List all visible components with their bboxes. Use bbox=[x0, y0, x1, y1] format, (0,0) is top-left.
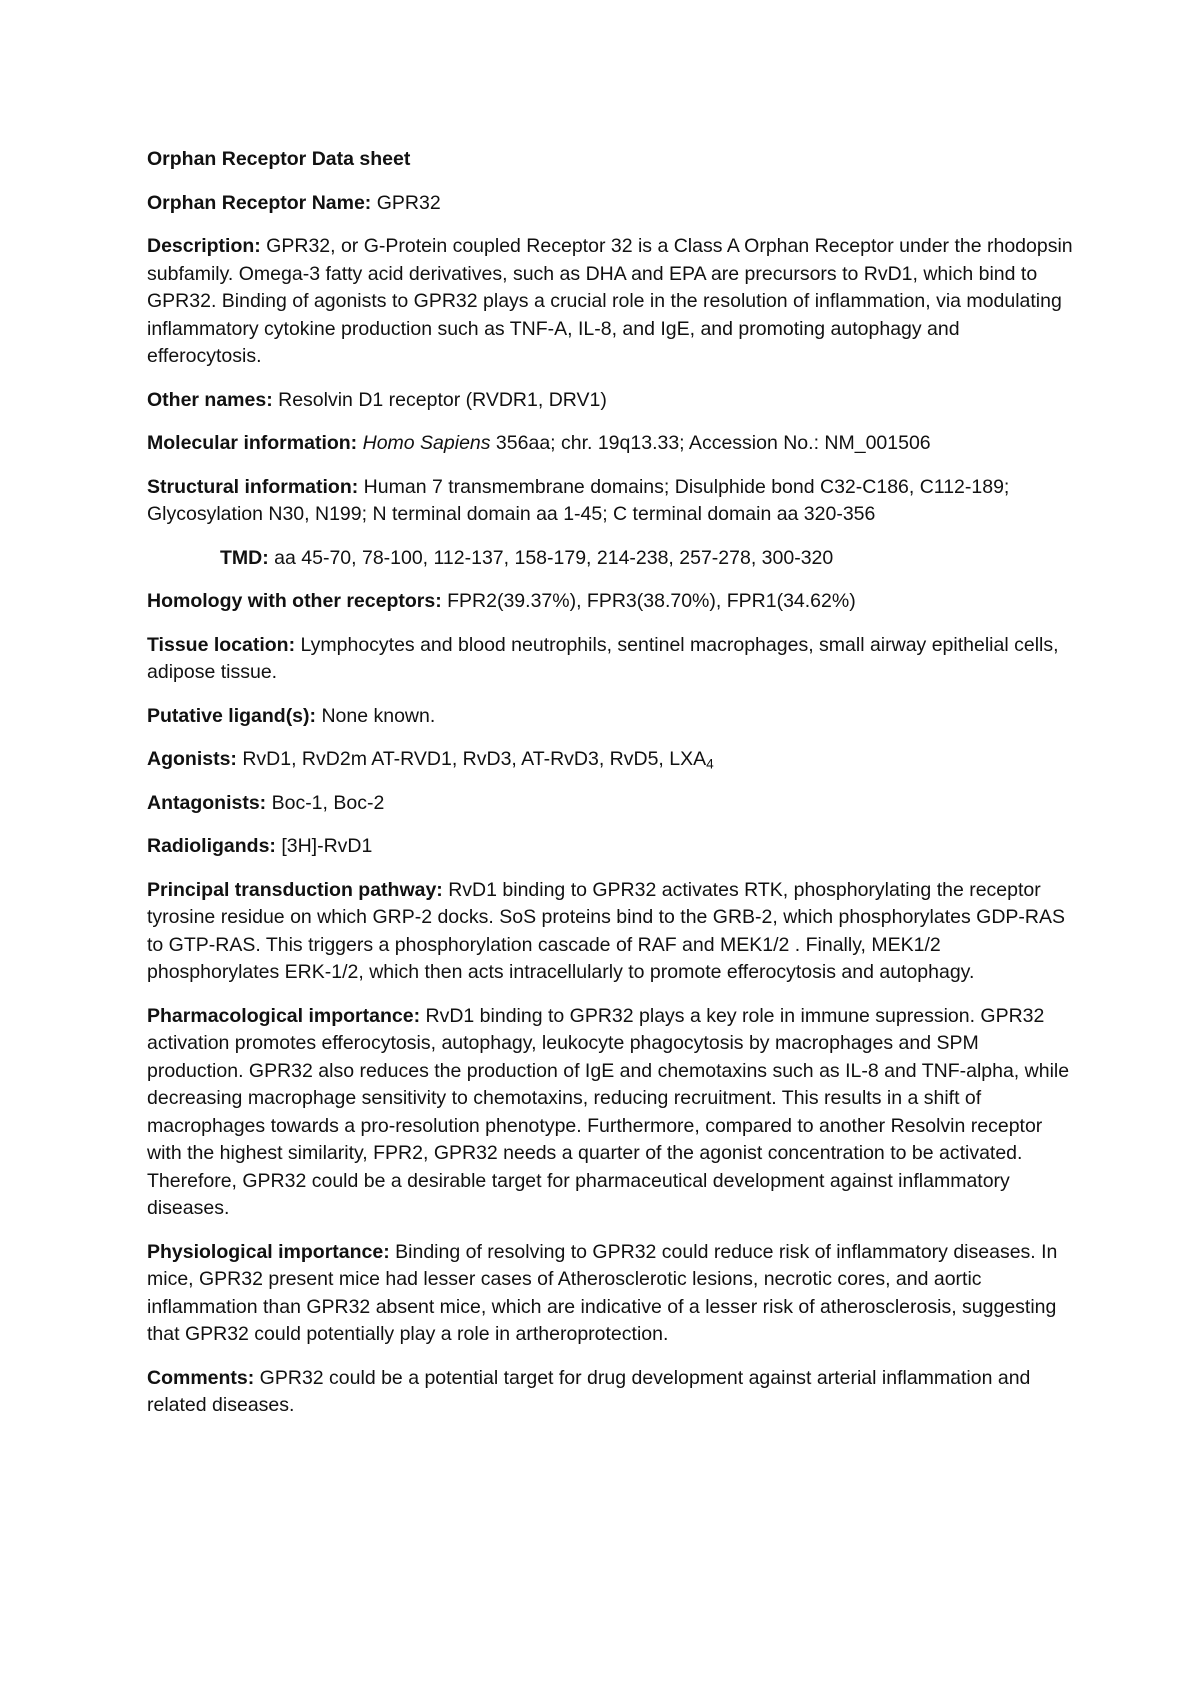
description-value: GPR32, or G-Protein coupled Receptor 32 is a Class A Orphan Receptor under the rhodopsin subfamily. Omega-3 fatty acid derivatives, such as DHA and EPA are precursors to RvD1, which bind to GPR32. Binding of agonists to GPR32 plays a crucial role in the resolution of inflammation, via modulating inflammatory cytokine production such as TNF-A, IL-8, and IgE, and promoting autophagy and efferocytosis. bbox=[147, 235, 1073, 367]
radioligands-value: [3H]-RvD1 bbox=[275, 835, 373, 857]
transduction-label: Principal transduction pathway: bbox=[147, 878, 443, 901]
tmd-field bbox=[147, 545, 1077, 573]
molecular-info-field bbox=[147, 430, 1077, 458]
putative-ligands-label: Putative ligand(s): bbox=[147, 704, 317, 727]
datasheet-page bbox=[147, 146, 1077, 1436]
transduction-field bbox=[147, 877, 1077, 987]
other-names-field bbox=[147, 387, 1077, 415]
antagonists-label: Antagonists: bbox=[147, 791, 267, 814]
tissue-location-field bbox=[147, 632, 1077, 687]
physiological-label: Physiological importance: bbox=[147, 1240, 390, 1263]
molecular-info-species: Homo Sapiens bbox=[362, 432, 491, 454]
agonists-field bbox=[147, 746, 1077, 774]
homology-value: FPR2(39.37%), FPR3(38.70%), FPR1(34.62%) bbox=[441, 590, 856, 612]
tmd-label: TMD: bbox=[220, 546, 269, 569]
structural-info-label: Structural information: bbox=[147, 475, 359, 498]
description-label: Description: bbox=[147, 235, 261, 257]
putative-ligands-field bbox=[147, 703, 1077, 731]
homology-field bbox=[147, 588, 1077, 616]
putative-ligands-value: None known. bbox=[316, 704, 436, 727]
tissue-location-value: Lymphocytes and blood neutrophils, sentinel macrophages, small airway epithelial cells, adipose tissue. bbox=[147, 633, 1059, 683]
tissue-location-label: Tissue location: bbox=[147, 633, 296, 656]
physiological-value: Binding of resolving to GPR32 could reduce risk of inflammatory diseases. In mice, GPR32 present mice had lesser cases of Atherosclerotic lesions, necrotic cores, and aortic inflammation than GPR32 absent mice, which are indicative of a lesser risk of atherosclerosis, suggesting that GPR32 could potentially play a role in artheroprotection. bbox=[147, 1240, 1058, 1345]
physiological-field bbox=[147, 1239, 1077, 1349]
other-names-label: Other names: bbox=[147, 388, 273, 411]
transduction-value: RvD1 binding to GPR32 activates RTK, phosphorylating the receptor tyrosine residue on which GRP-2 docks. SoS proteins bind to the GRB-2, which phosphorylates GDP-RAS to GTP-RAS. This triggers a phosphorylation cascade of RAF and MEK1/2 . Finally, MEK1/2 phosphorylates ERK-1/2, which then acts intracellularly to promote efferocytosis and autophagy. bbox=[147, 878, 1066, 983]
antagonists-field bbox=[147, 790, 1077, 818]
description-field bbox=[147, 233, 1077, 371]
comments-label: Comments: bbox=[147, 1366, 255, 1389]
agonists-label: Agonists: bbox=[147, 748, 237, 770]
homology-label: Homology with other receptors: bbox=[147, 590, 442, 612]
agonists-subscript: 4 bbox=[706, 756, 714, 772]
receptor-name-label: Orphan Receptor Name: bbox=[147, 191, 372, 214]
radioligands-field bbox=[147, 833, 1077, 861]
molecular-info-label: Molecular information: bbox=[147, 432, 358, 454]
radioligands-label: Radioligands: bbox=[147, 835, 276, 857]
receptor-name-value: GPR32 bbox=[371, 191, 441, 214]
structural-info-value: Human 7 transmembrane domains; Disulphide bond C32-C186, C112-189; Glycosylation N30, N199; N terminal domain aa 1-45; C terminal domain aa 320-356 bbox=[147, 475, 1010, 525]
other-names-value: Resolvin D1 receptor (RVDR1, DRV1) bbox=[272, 388, 607, 411]
molecular-info-value: 356aa; chr. 19q13.33; Accession No.: NM_001506 bbox=[490, 432, 931, 454]
comments-value: GPR32 could be a potential target for drug development against arterial inflammation and related diseases. bbox=[147, 1366, 1031, 1416]
tmd-value: aa 45-70, 78-100, 112-137, 158-179, 214-238, 257-278, 300-320 bbox=[268, 546, 834, 569]
comments-field bbox=[147, 1365, 1077, 1420]
agonists-value: RvD1, RvD2m AT-RVD1, RvD3, AT-RvD3, RvD5, LXA bbox=[236, 748, 707, 770]
pharmacological-label: Pharmacological importance: bbox=[147, 1004, 421, 1027]
structural-info-field bbox=[147, 474, 1077, 529]
pharmacological-value: RvD1 binding to GPR32 plays a key role in immune supression. GPR32 activation promotes efferocytosis, autophagy, leukocyte phagocytosis by macrophages and SPM production. GPR32 also reduces the production of IgE and chemotaxins such as IL-8 and TNF-alpha, while decreasing macrophage sensitivity to chemotaxins, reducing recruitment. This results in a shift of macrophages towards a pro-resolution phenotype. Furthermore, compared to another Resolvin receptor with the highest similarity, FPR2, GPR32 needs a quarter of the agonist concentration to be activated. Therefore, GPR32 could be a desirable target for pharmaceutical development against inflammatory diseases. bbox=[147, 1004, 1070, 1219]
antagonists-value: Boc-1, Boc-2 bbox=[266, 791, 385, 814]
document-title: Orphan Receptor Data sheet bbox=[147, 148, 411, 170]
pharmacological-field bbox=[147, 1003, 1077, 1223]
receptor-name-field bbox=[147, 190, 1077, 218]
